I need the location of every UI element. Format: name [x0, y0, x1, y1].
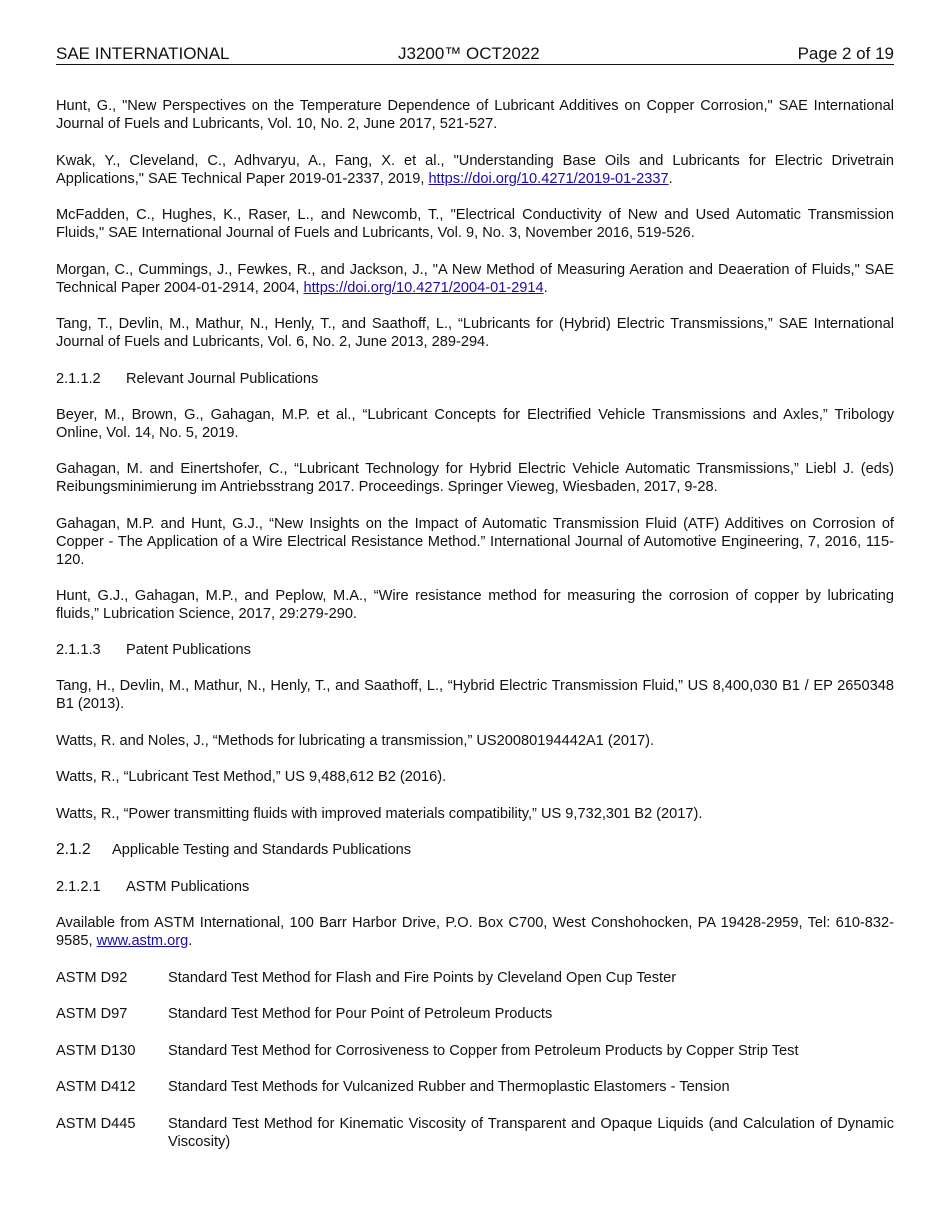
reference-text: Kwak, Y., Cleveland, C., Adhvaryu, A., Fang, X. et al., "Understanding Base Oils and Lubricants for Electric Drivetrain Applications," SAE Technical Paper 2019-01-2337, 2019,: [56, 153, 894, 187]
journal-reference-item: Gahagan, M.P. and Hunt, G.J., “New Insights on the Impact of Automatic Transmission Fluid (ATF) Additives on Corrosion of Copper - The Application of a Wire Electrical Resistance Method.” International Journal of Automotive Engineering, 7, 2016, 115-120.: [56, 516, 894, 568]
header-doc-id: J3200™ OCT2022: [398, 44, 540, 63]
standard-code: ASTM D92: [56, 970, 128, 986]
section-heading-journal: 2.1.1.2 Relevant Journal Publications: [56, 371, 319, 387]
patent-reference-item: Watts, R., “Power transmitting fluids with improved materials compatibility,” US 9,732,301 B2 (2017).: [56, 806, 703, 822]
page-header: [56, 44, 894, 65]
standard-title: Standard Test Method for Pour Point of Petroleum Products: [168, 1006, 553, 1022]
patent-reference-item: Watts, R. and Noles, J., “Methods for lubricating a transmission,” US20080194442A1 (2017).: [56, 733, 655, 749]
doi-link[interactable]: https://doi.org/10.4271/2019-01-2337: [428, 171, 669, 187]
header-page-number: Page 2 of 19: [797, 44, 894, 63]
standard-row: [56, 1078, 894, 1096]
reference-text: Tang, T., Devlin, M., Mathur, N., Henly, T., and Saathoff, L., “Lubricants for (Hybrid) Electric Transmissions,” SAE International Journal of Fuels and Lubricants, Vol. 6, No. 2, June 2013, 289-294.: [56, 316, 894, 350]
reference-item: Morgan, C., Cummings, J., Fewkes, R., and Jackson, J., "A New Method of Measuring Aeration and Deaeration of Fluids," SAE Technical Paper 2004-01-2914, 2004, https://doi.org/10.4271/2004-01-2914.: [56, 262, 894, 296]
standard-code: ASTM D412: [56, 1079, 136, 1095]
astm-intro: Available from ASTM International, 100 Barr Harbor Drive, P.O. Box C700, West Conshohocken, PA 19428-2959, Tel: 610-832-9585, www.astm.org.: [56, 915, 894, 949]
section-heading-astm: 2.1.2.1 ASTM Publications: [56, 879, 250, 895]
astm-website-link[interactable]: www.astm.org: [96, 933, 189, 949]
standard-row: [56, 1115, 894, 1151]
journal-reference-item: Hunt, G.J., Gahagan, M.P., and Peplow, M.A., “Wire resistance method for measuring the corrosion of copper by lubricating fluids,” Lubrication Science, 2017, 29:279-290.: [56, 588, 894, 622]
standard-title: Standard Test Methods for Vulcanized Rubber and Thermoplastic Elastomers - Tension: [168, 1079, 730, 1095]
standard-title: Standard Test Method for Flash and Fire Points by Cleveland Open Cup Tester: [168, 970, 677, 986]
reference-item: [56, 206, 894, 242]
journal-reference-item: Gahagan, M. and Einertshofer, C., “Lubricant Technology for Hybrid Electric Vehicle Automatic Transmissions,” Liebl J. (eds) Reibungsminimierung im Antriebsstrang 2017. Proceedings. Springer Vieweg, Wiesbaden, 2017, 9-28.: [56, 461, 894, 495]
standard-row: [56, 1005, 894, 1023]
document-page: [56, 44, 894, 65]
reference-text: McFadden, C., Hughes, K., Raser, L., and Newcomb, T., "Electrical Conductivity of New and Used Automatic Transmission Fluids," SAE International Journal of Fuels and Lubricants, Vol. 9, No. 3, November 2016, 519-526.: [56, 207, 894, 241]
reference-text: Morgan, C., Cummings, J., Fewkes, R., and Jackson, J., "A New Method of Measuring Aeration and Deaeration of Fluids," SAE Technical Paper 2004-01-2914, 2004,: [56, 262, 894, 296]
patent-reference-item: Tang, H., Devlin, M., Mathur, N., Henly, T., and Saathoff, L., “Hybrid Electric Transmission Fluid,” US 8,400,030 B1 / EP 2650348 B1 (2013).: [56, 678, 894, 712]
standard-row: [56, 969, 894, 987]
standard-title: Standard Test Method for Corrosiveness to Copper from Petroleum Products by Copper Strip Test: [168, 1043, 799, 1059]
doi-link[interactable]: https://doi.org/10.4271/2004-01-2914: [303, 280, 544, 296]
standard-row: [56, 1042, 894, 1060]
section-heading-testing: 2.1.2 Applicable Testing and Standards Publications: [56, 841, 412, 858]
reference-item: [56, 97, 894, 133]
reference-text: Hunt, G., "New Perspectives on the Temperature Dependence of Lubricant Additives on Copper Corrosion," SAE International Journal of Fuels and Lubricants, Vol. 10, No. 2, June 2017, 521-527.: [56, 98, 894, 132]
journal-reference-item: Beyer, M., Brown, G., Gahagan, M.P. et al., “Lubricant Concepts for Electrified Vehicle Transmissions and Axles,” Tribology Online, Vol. 14, No. 5, 2019.: [56, 407, 894, 441]
standard-title: Standard Test Method for Kinematic Viscosity of Transparent and Opaque Liquids (and Calculation of Dynamic Viscosity): [168, 1116, 894, 1150]
standard-code: ASTM D445: [56, 1116, 136, 1132]
header-org: SAE INTERNATIONAL: [56, 44, 230, 63]
reference-item: [56, 315, 894, 351]
section-heading-patent: 2.1.1.3 Patent Publications: [56, 642, 251, 658]
standard-code: ASTM D97: [56, 1006, 128, 1022]
standard-code: ASTM D130: [56, 1043, 136, 1059]
patent-reference-item: Watts, R., “Lubricant Test Method,” US 9,488,612 B2 (2016).: [56, 769, 447, 785]
reference-item: Kwak, Y., Cleveland, C., Adhvaryu, A., Fang, X. et al., "Understanding Base Oils and Lubricants for Electric Drivetrain Applications," SAE Technical Paper 2019-01-2337, 2019, https://doi.org/10.4271/2019-01-2337.: [56, 153, 894, 187]
